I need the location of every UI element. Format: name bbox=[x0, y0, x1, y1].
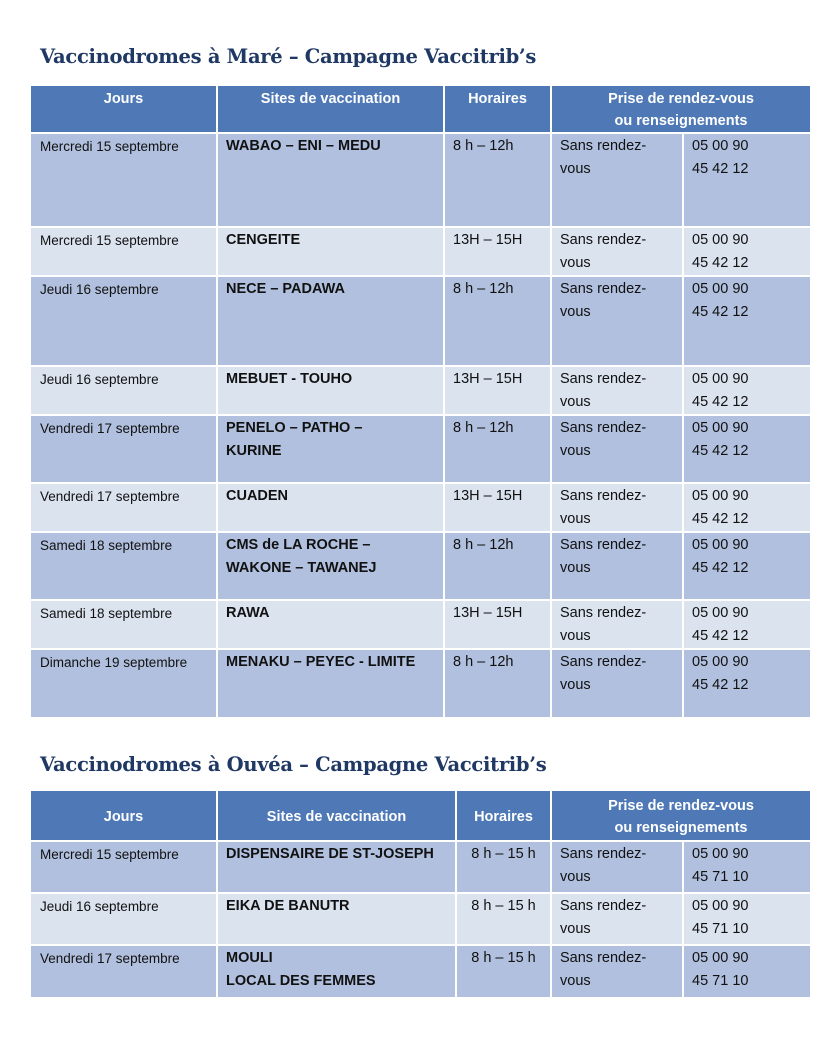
rdv-line2: vous bbox=[560, 161, 591, 177]
phone-line2: 45 71 10 bbox=[692, 869, 749, 885]
cell-day: Samedi 18 septembre bbox=[31, 533, 216, 599]
cell-phone bbox=[684, 277, 810, 365]
cell-day: Samedi 18 septembre bbox=[31, 601, 216, 648]
cell-rdv bbox=[552, 601, 682, 648]
phone-line2: 45 42 12 bbox=[692, 161, 749, 177]
cell-site bbox=[218, 277, 443, 365]
site-line1: NECE – PADAWA bbox=[226, 281, 345, 297]
cell-hours: 8 h – 15 h bbox=[457, 946, 550, 997]
cell-rdv bbox=[552, 650, 682, 717]
phone-line2: 45 42 12 bbox=[692, 560, 749, 576]
table-row bbox=[31, 533, 810, 599]
rdv-line1: Sans rendez- bbox=[560, 232, 647, 248]
phone-line1: 05 00 90 bbox=[692, 371, 749, 387]
cell-day: Vendredi 17 septembre bbox=[31, 484, 216, 531]
cell-rdv bbox=[552, 416, 682, 482]
rdv-line2: vous bbox=[560, 443, 591, 459]
phone-line1: 05 00 90 bbox=[692, 232, 749, 248]
cell-phone bbox=[684, 416, 810, 482]
cell-site bbox=[218, 533, 443, 599]
cell-site bbox=[218, 367, 443, 414]
rdv-line1: Sans rendez- bbox=[560, 537, 647, 553]
header-rdv-line1: Prise de rendez-vous bbox=[608, 91, 754, 107]
cell-rdv bbox=[552, 946, 682, 997]
cell-hours: 8 h – 15 h bbox=[457, 894, 550, 944]
cell-hours: 8 h – 12h bbox=[445, 277, 550, 365]
header-jours: Jours bbox=[31, 791, 216, 840]
cell-phone bbox=[684, 650, 810, 717]
site-line1: MOULI bbox=[226, 950, 273, 966]
cell-phone bbox=[684, 946, 810, 997]
phone-line1: 05 00 90 bbox=[692, 846, 749, 862]
rdv-line1: Sans rendez- bbox=[560, 488, 647, 504]
phone-line1: 05 00 90 bbox=[692, 950, 749, 966]
phone-line2: 45 42 12 bbox=[692, 304, 749, 320]
site-line1: CENGEITE bbox=[226, 232, 301, 248]
rdv-line1: Sans rendez- bbox=[560, 420, 647, 436]
rdv-line2: vous bbox=[560, 255, 591, 271]
phone-line2: 45 42 12 bbox=[692, 511, 749, 527]
cell-site bbox=[218, 601, 443, 648]
site-line1: MENAKU – PEYEC - LIMITE bbox=[226, 654, 416, 670]
phone-line2: 45 71 10 bbox=[692, 973, 749, 989]
rdv-line1: Sans rendez- bbox=[560, 281, 647, 297]
cell-hours: 13H – 15H bbox=[445, 601, 550, 648]
cell-rdv bbox=[552, 842, 682, 892]
phone-line2: 45 42 12 bbox=[692, 255, 749, 271]
cell-phone bbox=[684, 894, 810, 944]
phone-line1: 05 00 90 bbox=[692, 605, 749, 621]
phone-line2: 45 42 12 bbox=[692, 443, 749, 459]
phone-line2: 45 71 10 bbox=[692, 921, 749, 937]
cell-day: Mercredi 15 septembre bbox=[31, 842, 216, 892]
header-rdv bbox=[552, 86, 810, 132]
cell-hours: 8 h – 12h bbox=[445, 533, 550, 599]
table-row bbox=[31, 842, 810, 892]
cell-hours: 13H – 15H bbox=[445, 367, 550, 414]
cell-day: Jeudi 16 septembre bbox=[31, 277, 216, 365]
cell-site bbox=[218, 416, 443, 482]
site-line1: DISPENSAIRE DE ST-JOSEPH bbox=[226, 846, 434, 862]
cell-phone bbox=[684, 367, 810, 414]
table-row bbox=[31, 277, 810, 365]
phone-line1: 05 00 90 bbox=[692, 488, 749, 504]
header-rdv-line2: ou renseignements bbox=[614, 113, 748, 129]
cell-hours: 8 h – 12h bbox=[445, 134, 550, 226]
cell-hours: 8 h – 12h bbox=[445, 416, 550, 482]
rdv-line2: vous bbox=[560, 921, 591, 937]
cell-site bbox=[218, 650, 443, 717]
cell-phone bbox=[684, 601, 810, 648]
rdv-line1: Sans rendez- bbox=[560, 654, 647, 670]
header-rdv-line2: ou renseignements bbox=[614, 819, 748, 836]
header-sites: Sites de vaccination bbox=[218, 791, 455, 840]
cell-hours: 13H – 15H bbox=[445, 484, 550, 531]
cell-rdv bbox=[552, 277, 682, 365]
section-title-ouvea: Vaccinodromes à Ouvéa – Campagne Vaccitrib’s bbox=[40, 753, 547, 777]
phone-line1: 05 00 90 bbox=[692, 420, 749, 436]
table-row bbox=[31, 484, 810, 531]
cell-rdv bbox=[552, 134, 682, 226]
cell-hours: 13H – 15H bbox=[445, 228, 550, 275]
rdv-line1: Sans rendez- bbox=[560, 138, 647, 154]
cell-hours: 8 h – 15 h bbox=[457, 842, 550, 892]
schedule-table-mare bbox=[29, 84, 812, 719]
cell-rdv bbox=[552, 367, 682, 414]
table-row bbox=[31, 134, 810, 226]
rdv-line2: vous bbox=[560, 560, 591, 576]
cell-phone bbox=[684, 228, 810, 275]
rdv-line2: vous bbox=[560, 973, 591, 989]
header-rdv bbox=[552, 791, 810, 840]
rdv-line2: vous bbox=[560, 394, 591, 410]
site-line2: LOCAL DES FEMMES bbox=[226, 973, 376, 989]
phone-line1: 05 00 90 bbox=[692, 281, 749, 297]
rdv-line1: Sans rendez- bbox=[560, 898, 647, 914]
table-row bbox=[31, 228, 810, 275]
cell-rdv bbox=[552, 894, 682, 944]
cell-rdv bbox=[552, 228, 682, 275]
phone-line1: 05 00 90 bbox=[692, 654, 749, 670]
header-jours: Jours bbox=[31, 86, 216, 132]
rdv-line1: Sans rendez- bbox=[560, 950, 647, 966]
cell-phone bbox=[684, 134, 810, 226]
rdv-line2: vous bbox=[560, 511, 591, 527]
table-row bbox=[31, 650, 810, 717]
cell-phone bbox=[684, 533, 810, 599]
site-line1: MEBUET - TOUHO bbox=[226, 371, 353, 387]
cell-phone bbox=[684, 842, 810, 892]
phone-line1: 05 00 90 bbox=[692, 537, 749, 553]
rdv-line1: Sans rendez- bbox=[560, 371, 647, 387]
site-line1: RAWA bbox=[226, 605, 270, 621]
schedule-table-ouvea bbox=[29, 789, 812, 999]
cell-site bbox=[218, 894, 455, 944]
cell-day: Jeudi 16 septembre bbox=[31, 367, 216, 414]
header-horaires: Horaires bbox=[445, 86, 550, 132]
site-line1: PENELO – PATHO – bbox=[226, 420, 363, 436]
cell-rdv bbox=[552, 484, 682, 531]
table-header-row bbox=[31, 86, 810, 132]
cell-day: Mercredi 15 septembre bbox=[31, 228, 216, 275]
phone-line2: 45 42 12 bbox=[692, 677, 749, 693]
table-row bbox=[31, 601, 810, 648]
table-row bbox=[31, 946, 810, 997]
table-row bbox=[31, 367, 810, 414]
table-row bbox=[31, 416, 810, 482]
cell-hours: 8 h – 12h bbox=[445, 650, 550, 717]
header-rdv-line1: Prise de rendez-vous bbox=[608, 797, 754, 814]
cell-day: Vendredi 17 septembre bbox=[31, 416, 216, 482]
header-horaires: Horaires bbox=[457, 791, 550, 840]
section-title-mare: Vaccinodromes à Maré – Campagne Vaccitrib’s bbox=[40, 45, 537, 69]
cell-day: Jeudi 16 septembre bbox=[31, 894, 216, 944]
table-header-row bbox=[31, 791, 810, 840]
cell-site bbox=[218, 134, 443, 226]
rdv-line1: Sans rendez- bbox=[560, 605, 647, 621]
cell-site bbox=[218, 228, 443, 275]
cell-site bbox=[218, 484, 443, 531]
rdv-line2: vous bbox=[560, 628, 591, 644]
rdv-line2: vous bbox=[560, 304, 591, 320]
cell-site bbox=[218, 946, 455, 997]
rdv-line2: vous bbox=[560, 677, 591, 693]
phone-line1: 05 00 90 bbox=[692, 138, 749, 154]
site-line1: CUADEN bbox=[226, 488, 289, 504]
site-line1: WABAO – ENI – MEDU bbox=[226, 138, 381, 154]
phone-line1: 05 00 90 bbox=[692, 898, 749, 914]
rdv-line2: vous bbox=[560, 869, 591, 885]
site-line1: CMS de LA ROCHE – bbox=[226, 537, 371, 553]
cell-day: Dimanche 19 septembre bbox=[31, 650, 216, 717]
cell-site bbox=[218, 842, 455, 892]
rdv-line1: Sans rendez- bbox=[560, 846, 647, 862]
table-row bbox=[31, 894, 810, 944]
phone-line2: 45 42 12 bbox=[692, 394, 749, 410]
cell-rdv bbox=[552, 533, 682, 599]
site-line2: KURINE bbox=[226, 443, 282, 459]
site-line1: EIKA DE BANUTR bbox=[226, 898, 350, 914]
site-line2: WAKONE – TAWANEJ bbox=[226, 560, 377, 576]
phone-line2: 45 42 12 bbox=[692, 628, 749, 644]
cell-day: Vendredi 17 septembre bbox=[31, 946, 216, 997]
header-sites: Sites de vaccination bbox=[218, 86, 443, 132]
cell-phone bbox=[684, 484, 810, 531]
cell-day: Mercredi 15 septembre bbox=[31, 134, 216, 226]
